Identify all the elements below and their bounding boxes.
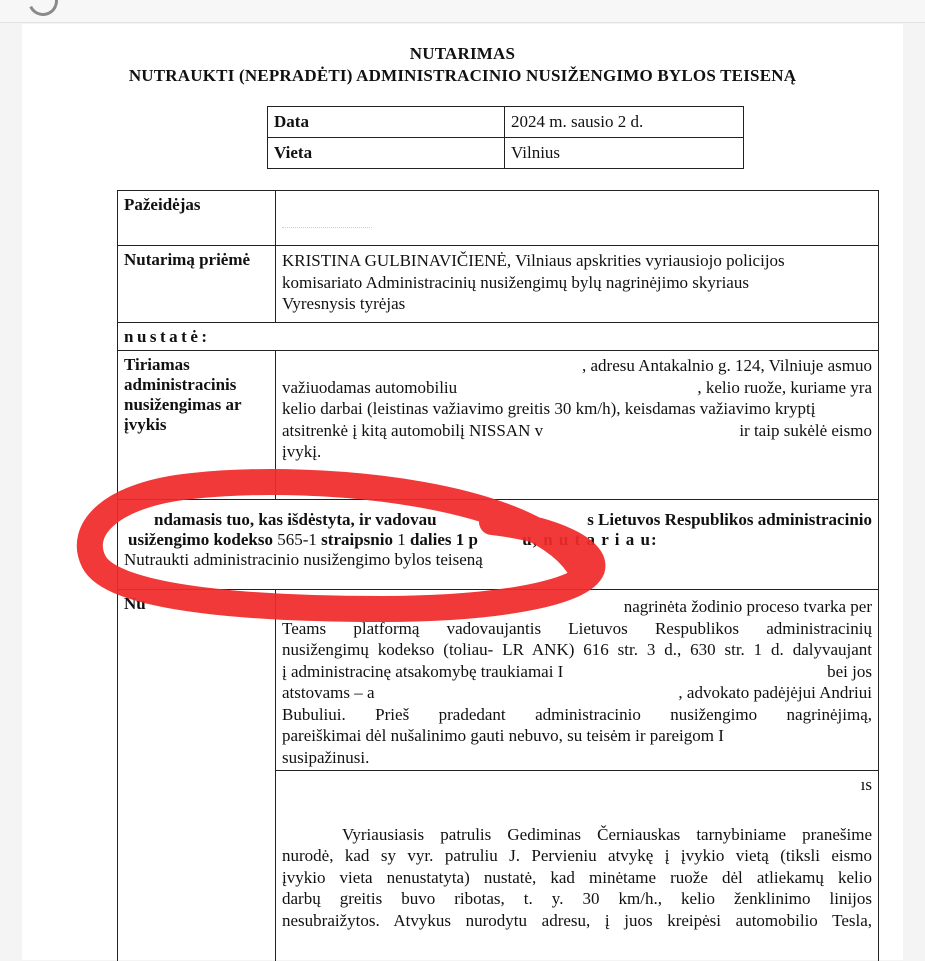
text-line [124,530,872,550]
decision-text [118,500,878,574]
back-arrow-icon[interactable] [24,0,62,20]
text-line: Vyresnysis tyrėjas [282,294,406,313]
incident-row [118,351,878,500]
offender-row [118,191,878,246]
main-table [117,190,879,961]
text-line: susipažinusi. [282,747,370,767]
text-fragment: važiuodamas automobiliu [282,377,458,397]
text-line: nagrinėta žodinio proceso tvarka per [623,597,872,616]
text-line [282,661,872,683]
decision-maker-row [118,246,878,323]
meta-label: Data [268,107,505,138]
text-fragment: atstovams – a [282,683,375,702]
text-line: nusižengimų kodekso (toliau- LR ANK) 616 str. 3 d., 630 str. 1 d. dalyvaujant [282,640,872,659]
decision-maker-label: Nutarimą priėmė [118,246,276,322]
text-fragment: 565-1 [277,530,317,549]
meta-value: Vilnius [505,138,744,169]
text-line [282,377,872,399]
text-line: , adresu Antakalnio g. 124, Vilniuje asmuo [582,356,872,375]
text-fragment: straipsnio [321,530,393,549]
meta-value: 2024 m. sausio 2 d. [505,107,744,138]
text-fragment: , kelio ruože, kuriame yra [697,377,872,397]
incident-label: Tiriamas administracinis nusižengimas ar įvykis [118,351,276,499]
text-line: pareiškimai dėl nušalinimo gauti nebuvo, su teisėm ir pareigom I [282,726,724,745]
text-line: įvykį. [282,442,322,461]
text-fragment: bei jos [827,661,872,681]
text-line [282,682,872,704]
text-fragment: ir taip sukėlė eismo [739,420,872,440]
text-line: įvykio vieta nenustatyta) nustatė, kad minėtame ruože dėl atliekamų kelio [282,867,872,887]
text-line: KRISTINA GULBINAVIČIENĖ, Vilniaus apskrities vyriausiojo policijos [282,251,785,270]
meta-row-place [268,138,744,169]
text-line [124,510,872,530]
text-line: nesubraižytos. Atvykus nurodytu adresu, į juos kreipėsi automobilio Tesla, [282,910,872,930]
text-line: kelio darbai (leistinas važiavimo greitis 30 km/h), keisdamas važiavimo kryptį [282,399,816,418]
text-fragment: atsitrenkė į kitą automobilį NISSAN v [282,420,544,440]
incident-text [276,351,878,467]
process-row [118,590,878,961]
text-fragment: į administracinę atsakomybę traukiamai I [282,661,564,681]
text-line: Vyriausiasis patrulis Gediminas Černiauskas tarnybiniame pranešime [342,824,872,844]
offender-label: Pažeidėjas [118,191,276,245]
document-page [22,24,903,960]
text-fragment: ndamasis tuo, kas išdėstyta, ir vadovau [154,510,437,529]
text-line: Nutraukti administracinio nusižengimo bylos teiseną [124,550,483,569]
meta-table [267,106,744,169]
text-fragment: , advokato padėjėjui Andriui [678,683,872,702]
text-line: Bubuliui. Prieš pradedant administracinio nusižengimo nagrinėjimą, [282,704,872,724]
text-line [282,420,872,442]
document-title: NUTARIMAS [409,44,516,63]
decision-maker-value [276,246,878,319]
meta-label: Vieta [268,138,505,169]
redacted-text [282,225,372,228]
text-line: Teams platformą vadovaujantis Lietuvos Respublikos administracinių [282,618,872,638]
text-line: darbų greitis buvo ribotas, t. y. 30 km/h., kelio ženklinimo linijos [282,889,872,908]
text-fragment: 1 [397,530,406,549]
meta-row-date [268,107,744,138]
text-line: nurodė, kad sy vyr. patruliu J. Pervieniu atvykę į įvykio vietą (tiksli eismo [282,846,872,865]
text-fragment: u, n u t a r i a u: [522,530,658,549]
text-fragment: s Lietuvos Respublikos administracinio [587,510,872,529]
text-line: ıs [860,775,872,794]
decision-row [118,500,878,590]
text-line: komisariato Administracinių nusižengimų bylų nagrinėjimo skyriaus [282,272,749,292]
viewer-top-bar [0,0,925,23]
process-text [276,590,878,935]
text-fragment: usižengimo kodekso [128,530,273,549]
established-label: nustatė: [124,327,211,346]
divider [276,770,878,772]
process-label: Nu [118,590,276,961]
established-row [118,323,878,351]
document-subtitle: NUTRAUKTI (NEPRADĖTI) ADMINISTRACINIO NUSIŽENGIMO BYLOS TEISENĄ [128,66,797,85]
text-fragment: dalies 1 p [409,530,478,549]
offender-value [276,191,878,232]
